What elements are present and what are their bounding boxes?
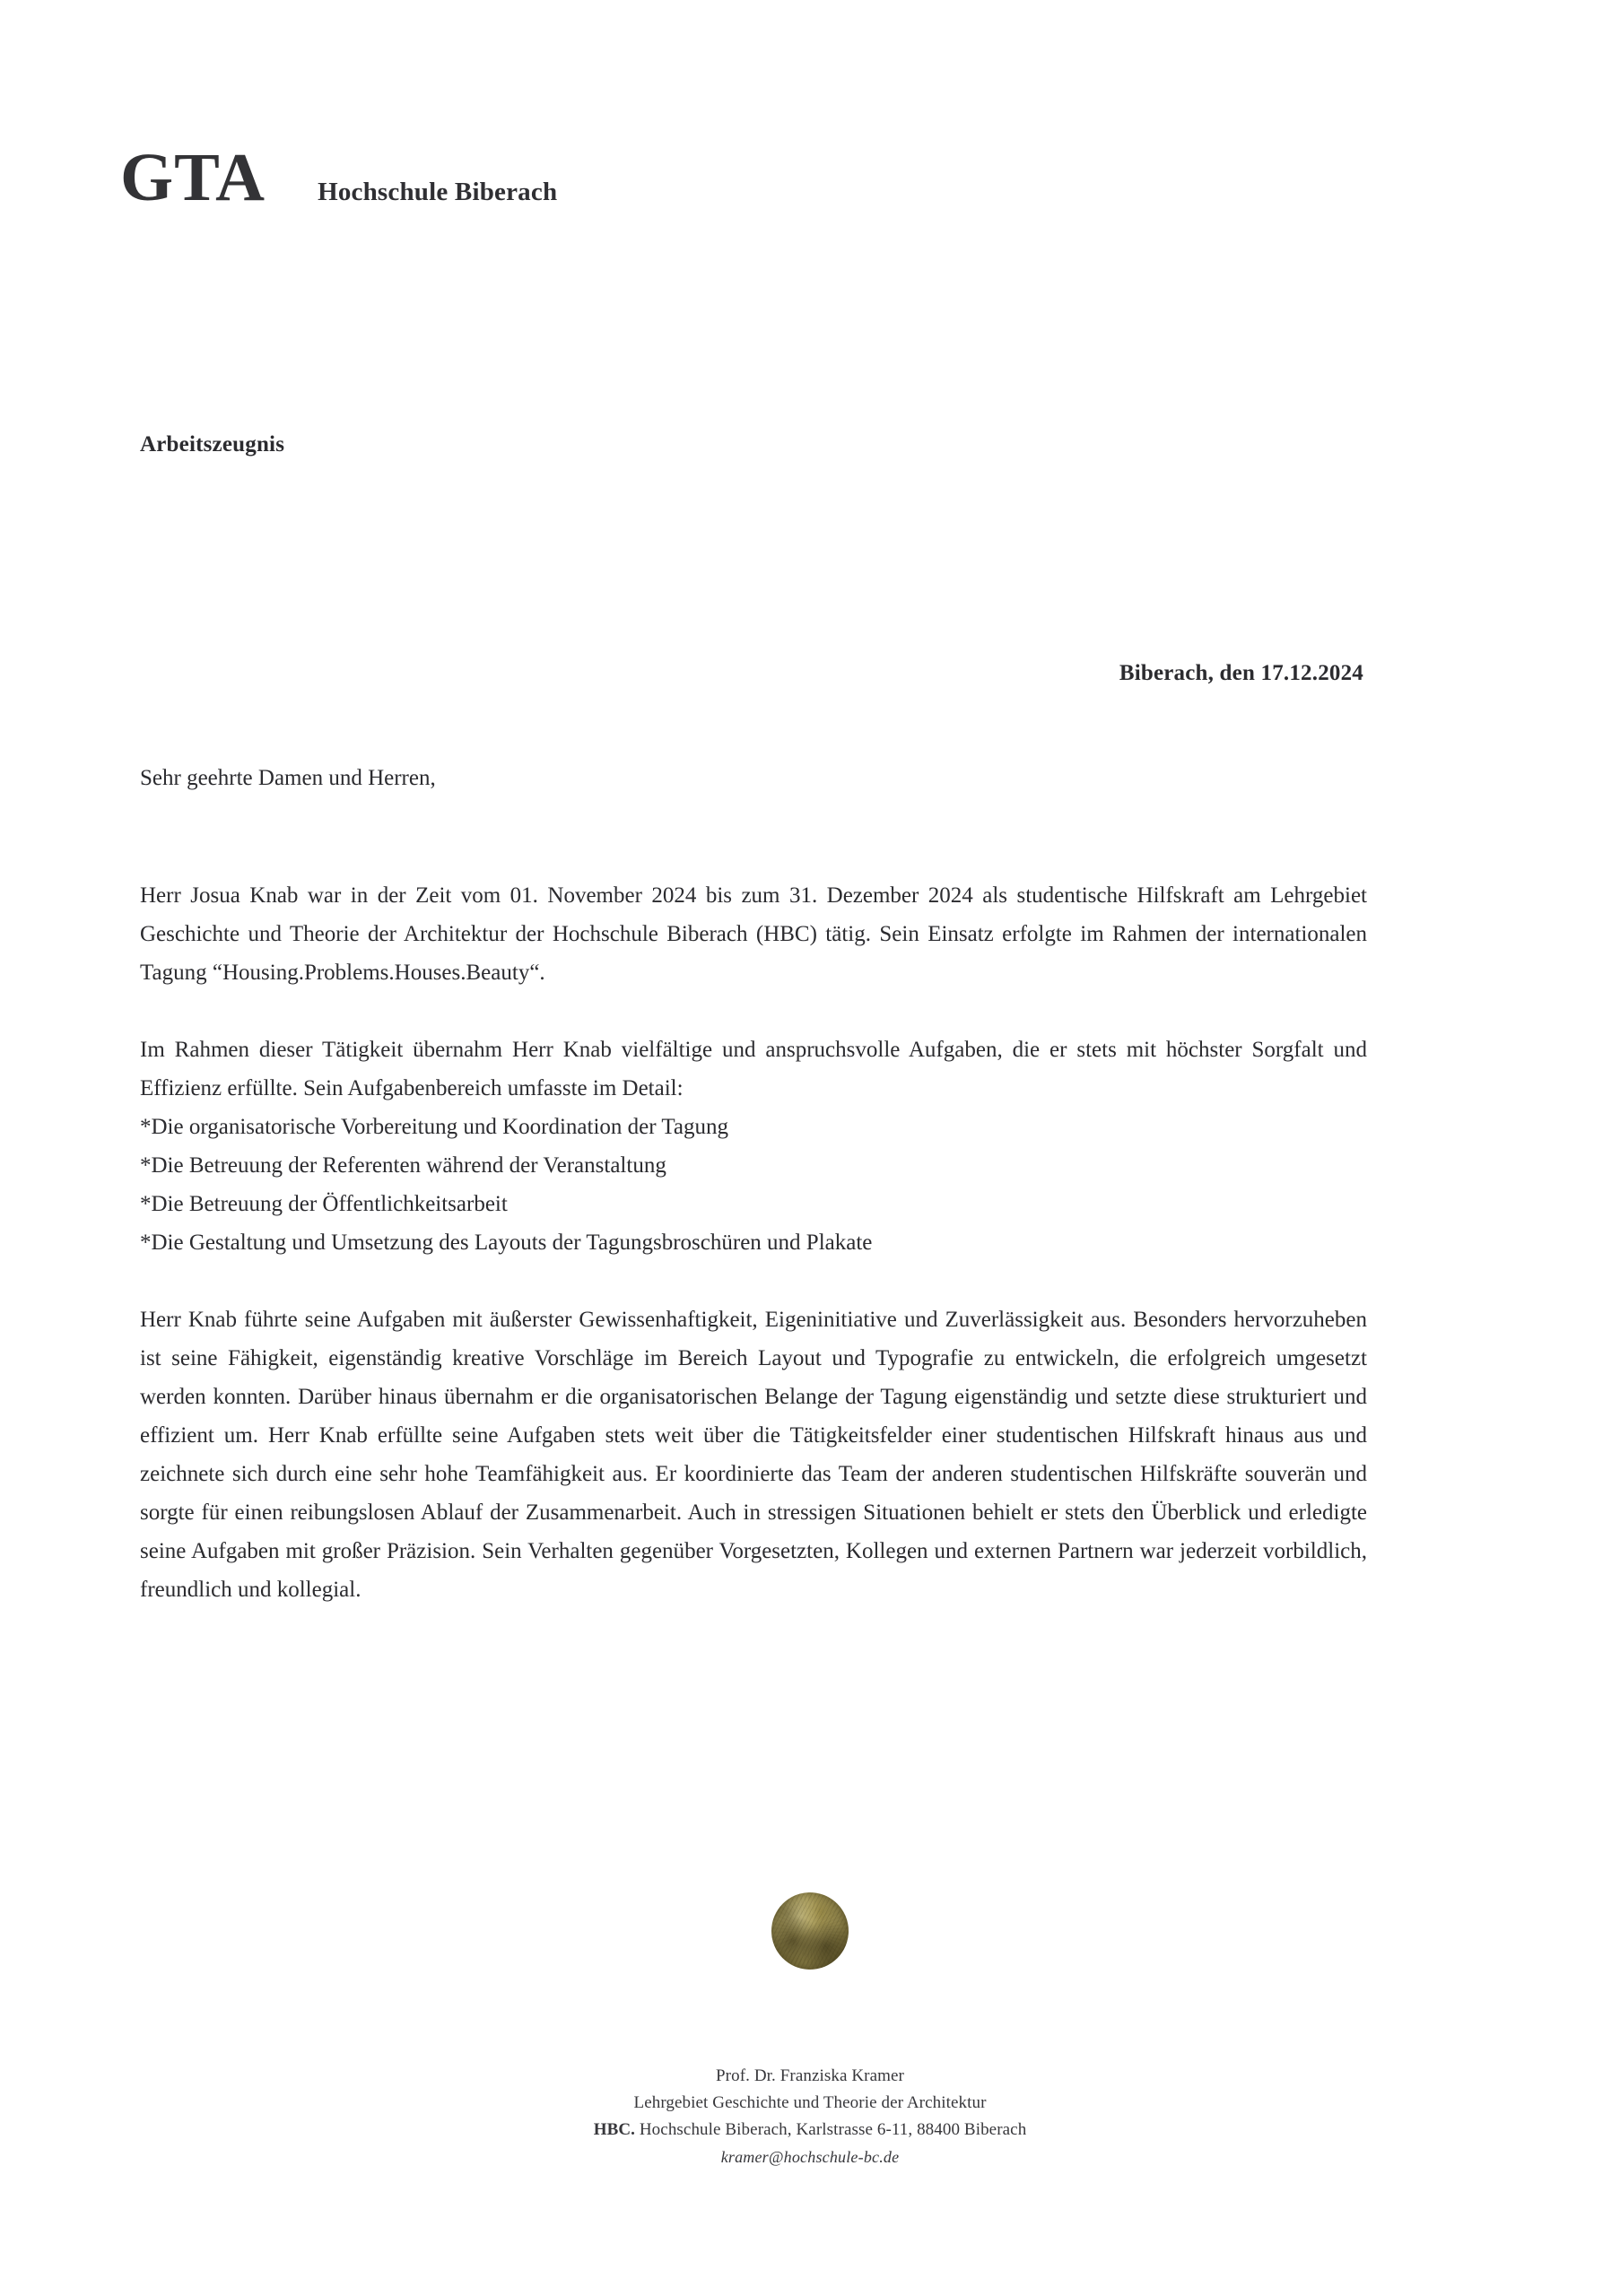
institution-name: Hochschule Biberach: [318, 178, 558, 206]
seal-container: [0, 1892, 1620, 1970]
letter-body: [140, 767, 1367, 1609]
task-list: [140, 1108, 1367, 1262]
paragraph-intro: Herr Josua Knab war in der Zeit vom 01. November 2024 bis zum 31. Dezember 2024 als studentische Hilfskraft am Lehrgebiet Geschichte und Theorie der Architektur der Hochschule Biberach (HBC) tätig. Sein Einsatz erfolgte im Rahmen der internationalen Tagung “Housing.Problems.Houses.Beauty“.: [140, 883, 1367, 985]
date-line: Biberach, den 17.12.2024: [1119, 661, 1363, 685]
embossed-seal-icon: [771, 1892, 849, 1970]
footer-address-rest: Hochschule Biberach, Karlstrasse 6-11, 88400 Biberach: [635, 2120, 1027, 2139]
footer-email: kramer@hochschule-bc.de: [720, 2148, 900, 2166]
footer: [0, 2063, 1620, 2170]
salutation: Sehr geehrte Damen und Herren,: [140, 766, 436, 790]
spacer-after-salutation: [140, 789, 1367, 876]
paragraph-tasks-intro: Im Rahmen dieser Tätigkeit übernahm Herr Knab vielfältige und anspruchsvolle Aufgaben, die er stets mit höchster Sorgfalt und Effizienz erfüllte. Sein Aufgabenbereich umfasste im Detail:: [140, 1038, 1367, 1100]
gta-logo: GTA: [120, 140, 266, 215]
footer-address: [0, 2117, 1620, 2144]
spacer-1: [140, 992, 1367, 1031]
task-list-item: *Die Gestaltung und Umsetzung des Layouts der Tagungsbroschüren und Plakate: [140, 1231, 873, 1255]
footer-address-bold: HBC.: [593, 2120, 636, 2139]
footer-department: Lehrgebiet Geschichte und Theorie der Architektur: [633, 2093, 987, 2112]
footer-signatory: Prof. Dr. Franziska Kramer: [716, 2066, 904, 2085]
paragraph-evaluation: Herr Knab führte seine Aufgaben mit äußerster Gewissenhaftigkeit, Eigeninitiative und Zuverlässigkeit aus. Besonders hervorzuheben ist seine Fähigkeit, eigenständig kreative Vorschläge im Bereich Layout und Typografie zu entwickeln, die erfolgreich umgesetzt werden konnten. Darüber hinaus übernahm er die organisatorischen Belange der Tagung eigenständig und setzte diese strukturiert und effizient um. Herr Knab erfüllte seine Aufgaben stets weit über die Tätigkeitsfelder einer studentischen Hilfskraft hinaus aus und zeichnete sich durch eine sehr hohe Teamfähigkeit aus. Er koordinierte das Team der anderen studentischen Hilfskräfte souverän und sorgte für einen reibungslosen Ablauf der Zusammenarbeit. Auch in stressigen Situationen behielt er stets den Überblick und erledigte seine Aufgaben mit großer Präzision. Sein Verhalten gegenüber Vorgesetzten, Kollegen und externen Partnern war jederzeit vorbildlich, freundlich und kollegial.: [140, 1308, 1367, 1602]
letterhead: [120, 140, 558, 215]
document-title: Arbeitszeugnis: [140, 432, 285, 457]
spacer-2: [140, 1262, 1367, 1300]
task-list-item: *Die organisatorische Vorbereitung und Koordination der Tagung: [140, 1115, 728, 1139]
task-list-item: *Die Betreuung der Referenten während der Veranstaltung: [140, 1153, 666, 1178]
task-list-item: *Die Betreuung der Öffentlichkeitsarbeit: [140, 1192, 508, 1216]
